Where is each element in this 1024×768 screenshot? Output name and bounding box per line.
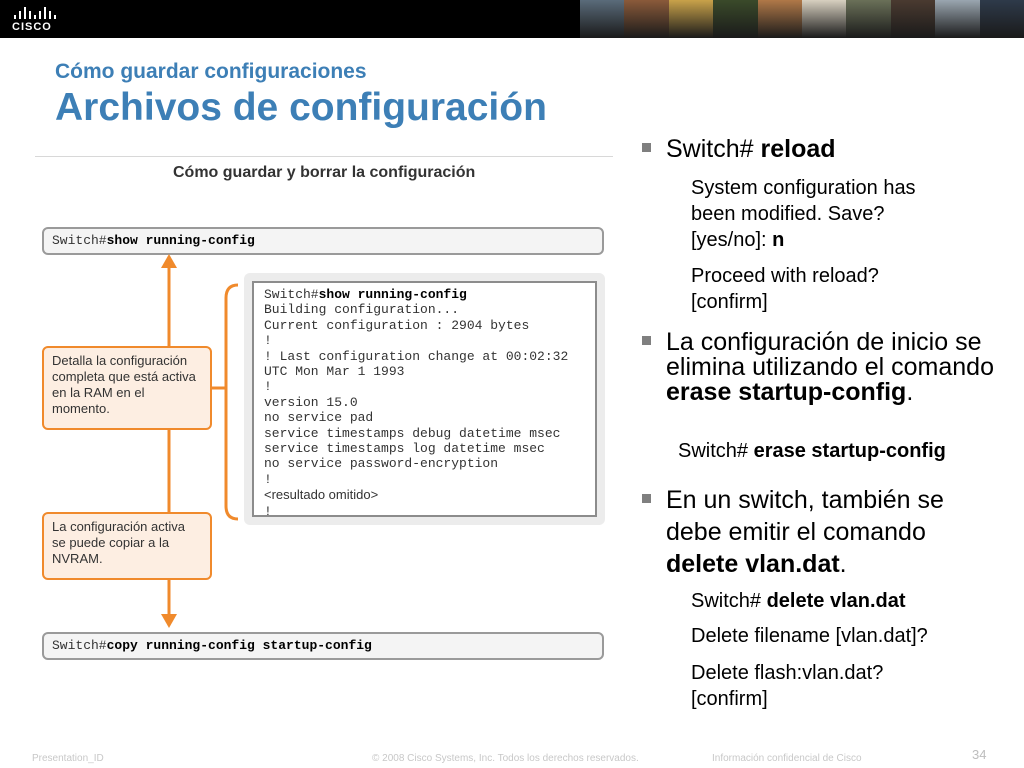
sub-save-answer: n [772,229,785,251]
console-line: ! [264,333,272,349]
sub-delete-command [691,588,991,614]
console-line: no service pad [264,410,374,426]
console-last-line: ! [264,503,272,517]
sub-erase-bold: erase startup-config [753,440,946,462]
sub-delete-bold: delete vlan.dat [766,590,906,612]
footer-presentation-id: Presentation_ID [32,753,104,764]
bullet-reload-prefix: Switch# [666,135,761,163]
bullet-delete-suffix: . [839,550,847,578]
bullet-square-icon [642,143,651,152]
console-line: service timestamps log datetime msec [264,441,545,457]
footer-confidential: Información confidencial de Cisco [712,753,862,764]
sub-proceed-reload: Proceed with reload? [confirm] [691,265,879,313]
slide-subtitle: Cómo guardar configuraciones [55,60,367,83]
bullet-reload-command: reload [760,135,836,163]
bullet-erase-startup [666,330,1002,405]
console-line: Current configuration : 2904 bytes [264,317,530,333]
console-lines [264,302,568,486]
logo-text: CISCO [12,21,52,33]
note-copy-nvram: La configuración activa se puede copiar a la NVRAM. [42,512,212,580]
bullet-erase-suffix: . [906,378,914,406]
cmd-top-command: show running-config [106,233,255,248]
bullet-reload [666,137,1006,162]
console-command: show running-config [318,287,467,302]
cmd-bottom-prompt: Switch# [52,638,107,653]
page-number: 34 [972,747,987,762]
sub-delete-filename: Delete filename [vlan.dat]? [691,625,928,647]
bullet-delete-command: delete vlan.dat [666,550,840,578]
bullet-square-icon [642,494,651,503]
copy-running-config-bar [42,632,604,660]
console-prompt: Switch# [264,287,319,302]
bullet-erase-text: La configuración de inicio se elimina utilizando el comando [666,328,994,381]
console-line: ! Last configuration change at 00:02:32 [264,348,569,364]
arrow-down-head-icon [161,614,177,628]
bullet-delete-text: En un switch, también se debe emitir el comando [666,486,944,546]
arrow-up-head-icon [161,254,177,268]
bullet-delete-vlan [666,484,1002,580]
note-running-config: Detalla la configuración completa que está activa en la RAM en el momento. [42,346,212,430]
console-line: ! [264,379,272,395]
console-line: Building configuration... [264,302,460,318]
sub-delete-confirm: Delete flash:vlan.dat? [confirm] [691,662,884,710]
bullet-square-icon [642,336,651,345]
sub-save-text: System configuration has been modified. Save? [yes/no]: [691,177,916,251]
console-output [252,281,597,517]
console-line: UTC Mon Mar 1 1993 [264,364,405,380]
bracket-connector [212,285,238,519]
footer-copyright: © 2008 Cisco Systems, Inc. Todos los derechos reservados. [372,753,639,764]
console-line: ! [264,471,272,487]
console-line: service timestamps debug datetime msec [264,425,561,441]
sub-erase-command [678,438,1008,464]
bullet-erase-command: erase startup-config [666,378,907,406]
figure-heading: Cómo guardar y borrar la configuración [173,164,476,181]
console-line: no service password-encryption [264,456,499,472]
slide-title: Archivos de configuración [55,86,547,129]
cmd-bottom-command: copy running-config startup-config [106,638,372,653]
console-line: version 15.0 [264,394,358,410]
cmd-top-prompt: Switch# [52,233,107,248]
sub-erase-prefix: Switch# [678,440,754,462]
sub-delete-prefix: Switch# [691,590,767,612]
console-omitted: <resultado omitido> [264,487,379,503]
console-window [244,273,605,525]
sub-save-prompt [691,175,961,253]
